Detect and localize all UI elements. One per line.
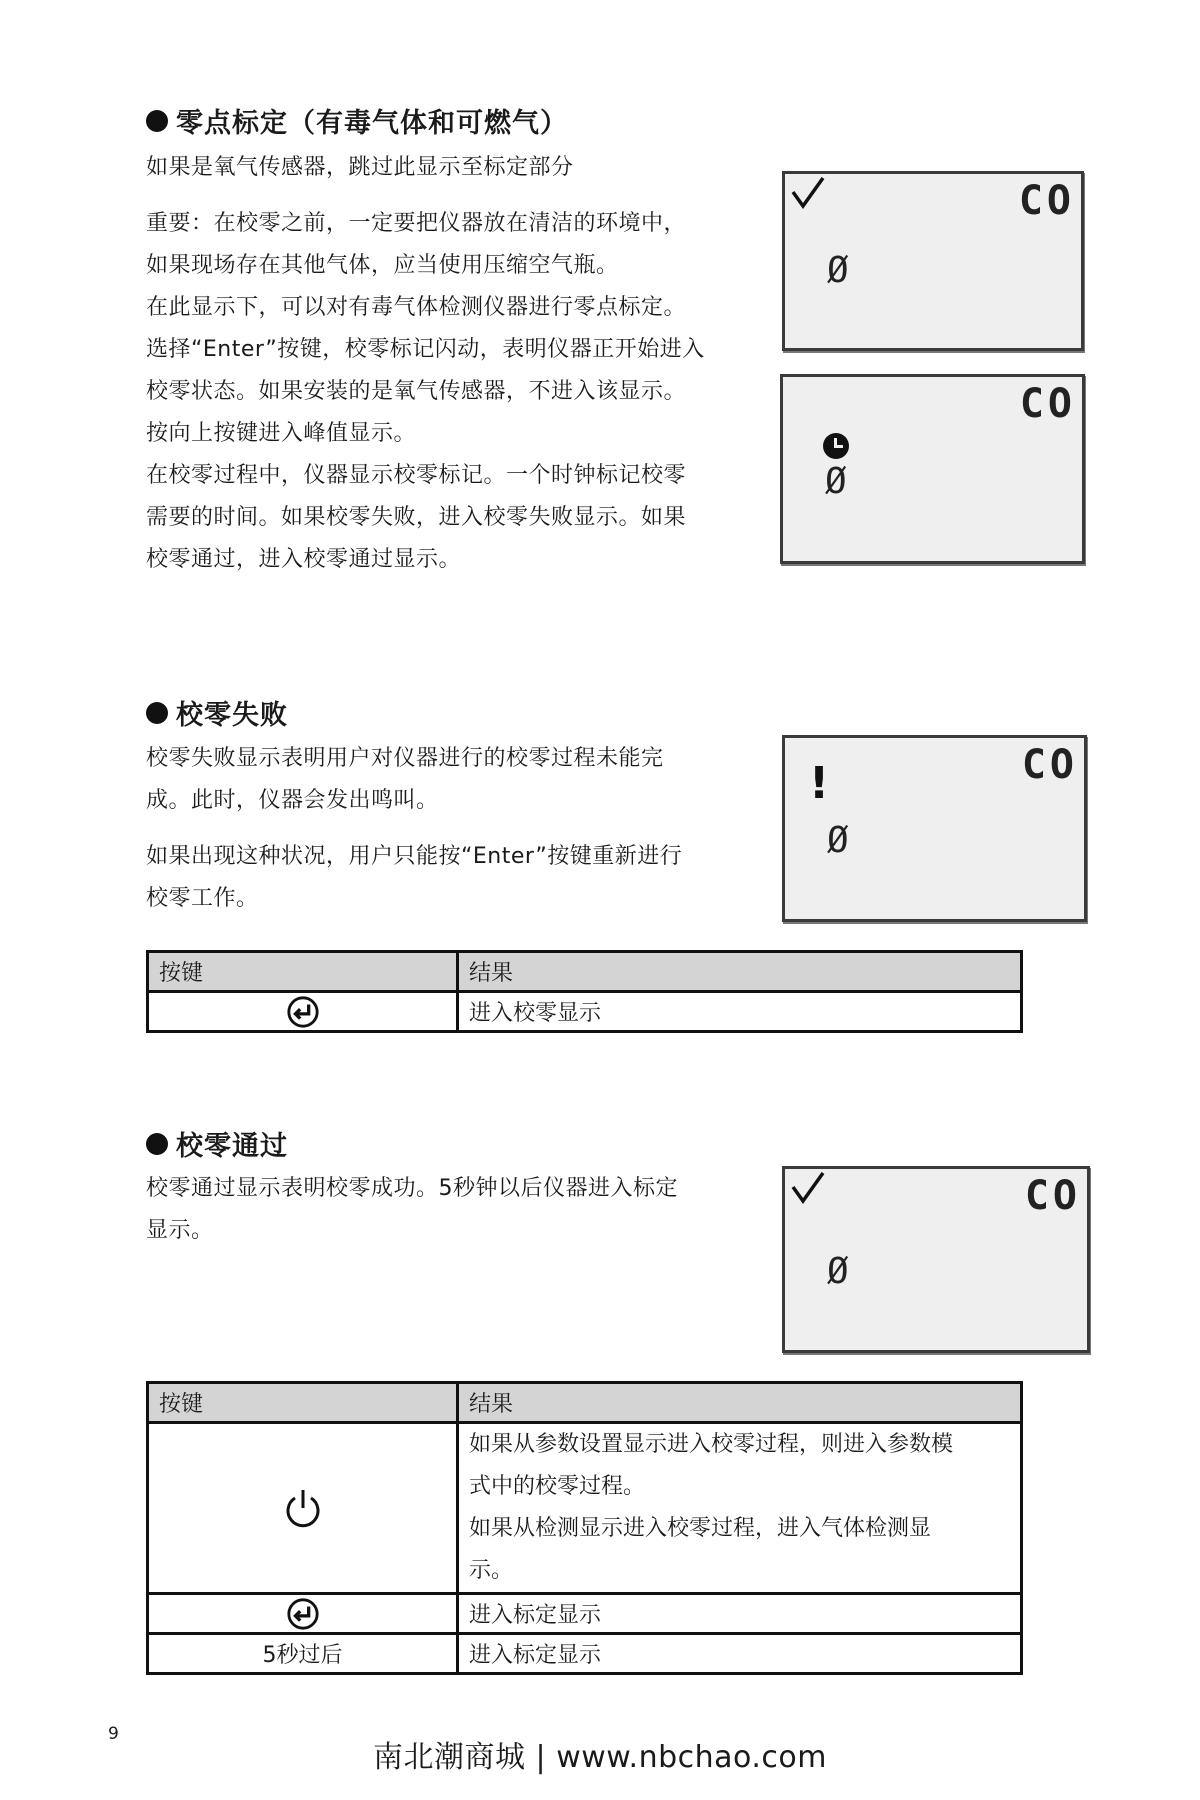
body-line: 如果出现这种状况，用户只能按“Enter”按键重新进行: [146, 844, 683, 869]
lcd-display-zero-ready: [782, 171, 1084, 351]
power-icon: [283, 1486, 323, 1530]
section-title: 零点标定（有毒气体和可燃气）: [176, 108, 568, 139]
table-row: [148, 1594, 1022, 1634]
column-header-result: 结果: [458, 1383, 1022, 1423]
footer-watermark: 南北潮商城 | www.nbchao.com: [373, 1740, 827, 1775]
section-intro: 如果是氧气传感器，跳过此显示至标定部分: [146, 155, 574, 180]
key-table-zero-failed: [146, 950, 1023, 1033]
table-row: [148, 992, 1022, 1032]
gas-label: CO: [1024, 1173, 1081, 1219]
result-line: 式中的校零过程。: [469, 1474, 646, 1499]
section-body: [146, 738, 746, 920]
column-header-key: 按键: [148, 952, 458, 992]
section-heading-zero-failed: [146, 693, 288, 732]
table-row: [148, 1423, 1022, 1594]
check-icon: [789, 174, 829, 214]
enter-icon: [286, 1597, 320, 1631]
result-cell: 进入校零显示: [458, 992, 1022, 1032]
gas-label: CO: [1021, 742, 1078, 788]
section-title: 校零通过: [176, 1131, 288, 1162]
clock-icon: [823, 433, 849, 459]
reading-value: Ø: [827, 820, 849, 861]
key-cell: 5秒过后: [148, 1634, 458, 1674]
section-body: [146, 203, 746, 581]
body-line: 如果现场存在其他气体，应当使用压缩空气瓶。: [146, 253, 619, 278]
key-cell: [148, 1423, 458, 1594]
column-header-key: 按键: [148, 1383, 458, 1423]
check-icon: [789, 1169, 829, 1209]
body-line: 在校零过程中，仪器显示校零标记。一个时钟标记校零: [146, 463, 687, 488]
bullet-icon: [146, 110, 168, 132]
column-header-result: 结果: [458, 952, 1022, 992]
gas-label: CO: [1019, 381, 1076, 427]
body-line: 在此显示下，可以对有毒气体检测仪器进行零点标定。: [146, 295, 687, 320]
body-line: 校零工作。: [146, 886, 259, 911]
reading-value: Ø: [827, 1251, 849, 1292]
body-line: 重要：在校零之前，一定要把仪器放在清洁的环境中，: [146, 211, 687, 236]
body-line: 校零通过，进入校零通过显示。: [146, 547, 462, 572]
section-title: 校零失败: [176, 700, 288, 731]
body-line: 成。此时，仪器会发出鸣叫。: [146, 788, 439, 813]
gas-label: CO: [1018, 178, 1075, 224]
lcd-display-zero-passed: [782, 1166, 1090, 1353]
result-line: 如果从参数设置显示进入校零过程，则进入参数模: [469, 1432, 954, 1457]
table-header-row: [148, 1383, 1022, 1423]
enter-icon: [286, 995, 320, 1029]
warning-icon: !: [809, 758, 830, 809]
body-line: 选择“Enter”按键，校零标记闪动，表明仪器正开始进入: [146, 337, 705, 362]
result-cell: 进入标定显示: [458, 1634, 1022, 1674]
reading-value: Ø: [825, 461, 847, 502]
key-cell: [148, 992, 458, 1032]
bullet-icon: [146, 702, 168, 724]
section-body: [146, 1168, 746, 1252]
result-cell: [458, 1423, 1022, 1594]
lcd-display-zeroing: [780, 374, 1085, 564]
page-number: 9: [108, 1724, 119, 1744]
key-cell: [148, 1594, 458, 1634]
bullet-icon: [146, 1133, 168, 1155]
section-heading-zero-passed: [146, 1124, 288, 1163]
body-line: 校零失败显示表明用户对仪器进行的校零过程未能完: [146, 746, 664, 771]
table-row: [148, 1634, 1022, 1674]
body-line: 校零状态。如果安装的是氧气传感器，不进入该显示。: [146, 379, 687, 404]
section-heading-zero-calibration: [146, 101, 568, 140]
reading-value: Ø: [827, 250, 849, 291]
body-line: 需要的时间。如果校零失败，进入校零失败显示。如果: [146, 505, 687, 530]
result-line: 示。: [469, 1558, 514, 1583]
lcd-display-zero-failed: [782, 735, 1087, 922]
result-line: 如果从检测显示进入校零过程，进入气体检测显: [469, 1516, 932, 1541]
body-line: 按向上按键进入峰值显示。: [146, 421, 417, 446]
body-line: 校零通过显示表明校零成功。5秒钟以后仪器进入标定: [146, 1176, 678, 1201]
result-cell: 进入标定显示: [458, 1594, 1022, 1634]
key-table-zero-passed: [146, 1381, 1023, 1675]
table-header-row: [148, 952, 1022, 992]
body-line: 显示。: [146, 1218, 214, 1243]
